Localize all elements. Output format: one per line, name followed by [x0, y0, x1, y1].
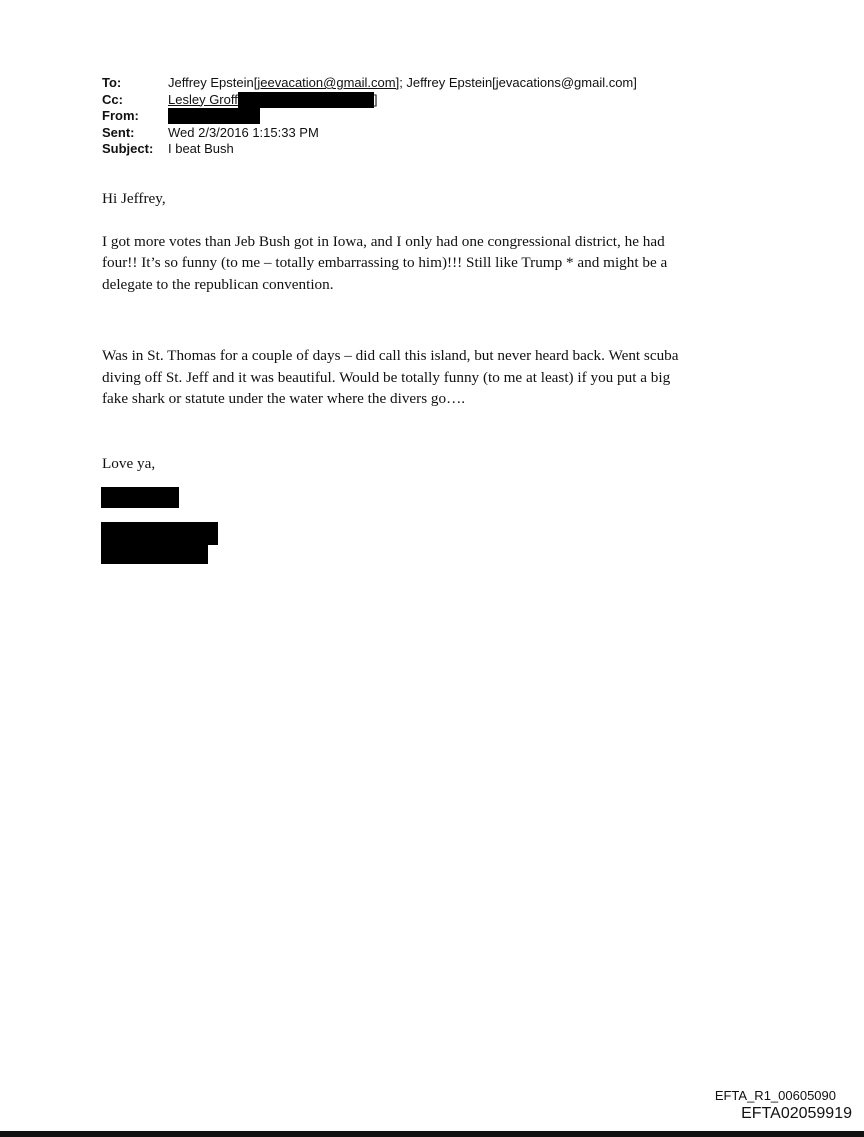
to-name-1: Jeffrey Epstein — [168, 75, 254, 90]
bates-number-1: EFTA_R1_00605090 — [714, 1088, 836, 1103]
from-row — [102, 108, 637, 125]
cc-bracket: ] — [373, 91, 378, 107]
closing: Love ya, — [102, 454, 156, 472]
signature-redaction-2 — [101, 522, 218, 545]
sent-row — [102, 125, 637, 142]
signature-redaction-1 — [101, 487, 179, 508]
paragraph-1: I got more votes than Jeb Bush got in Iowa, and I only had one congressional district, he had four!! It’s so funny (to me – totally embarrassing to him)!!! Still like Trump * and might be a delegate to the republican convention. — [102, 232, 668, 293]
sent-value: Wed 2/3/2016 1:15:33 PM — [168, 124, 319, 140]
to-recipients-rest: ; Jeffrey Epstein[jevacations@gmail.com] — [399, 75, 637, 90]
to-value — [168, 75, 637, 92]
bates-number-2: EFTA02059919 — [741, 1105, 852, 1122]
subject-label: Subject: — [102, 141, 154, 156]
to-row — [102, 75, 637, 92]
to-label: To: — [102, 75, 122, 90]
subject-row — [102, 141, 637, 158]
greeting: Hi Jeffrey, — [102, 190, 166, 207]
subject-value: I beat Bush — [168, 141, 234, 156]
page-bottom-border — [0, 1131, 864, 1137]
cc-value — [168, 92, 377, 109]
from-value — [168, 108, 260, 125]
cc-row — [102, 92, 637, 109]
cc-label: Cc: — [102, 91, 123, 107]
email-body — [102, 188, 762, 474]
cc-name[interactable]: Lesley Groff — [168, 91, 238, 107]
signature-redaction-3 — [101, 545, 208, 564]
from-label: From: — [102, 108, 139, 123]
paragraph-2: Was in St. Thomas for a couple of days – did call this island, but never heard back. Went scuba diving off St. Jeff and it was beautiful. Would be totally funny (to me at least) if you put a big fake shark or statute under the water where the divers go…. — [102, 347, 679, 407]
sent-label: Sent: — [102, 124, 135, 140]
cc-redaction — [238, 92, 374, 108]
from-redaction — [168, 108, 260, 124]
email-header — [102, 75, 637, 158]
to-email-1[interactable]: [jeevacation@gmail.com] — [253, 75, 400, 90]
